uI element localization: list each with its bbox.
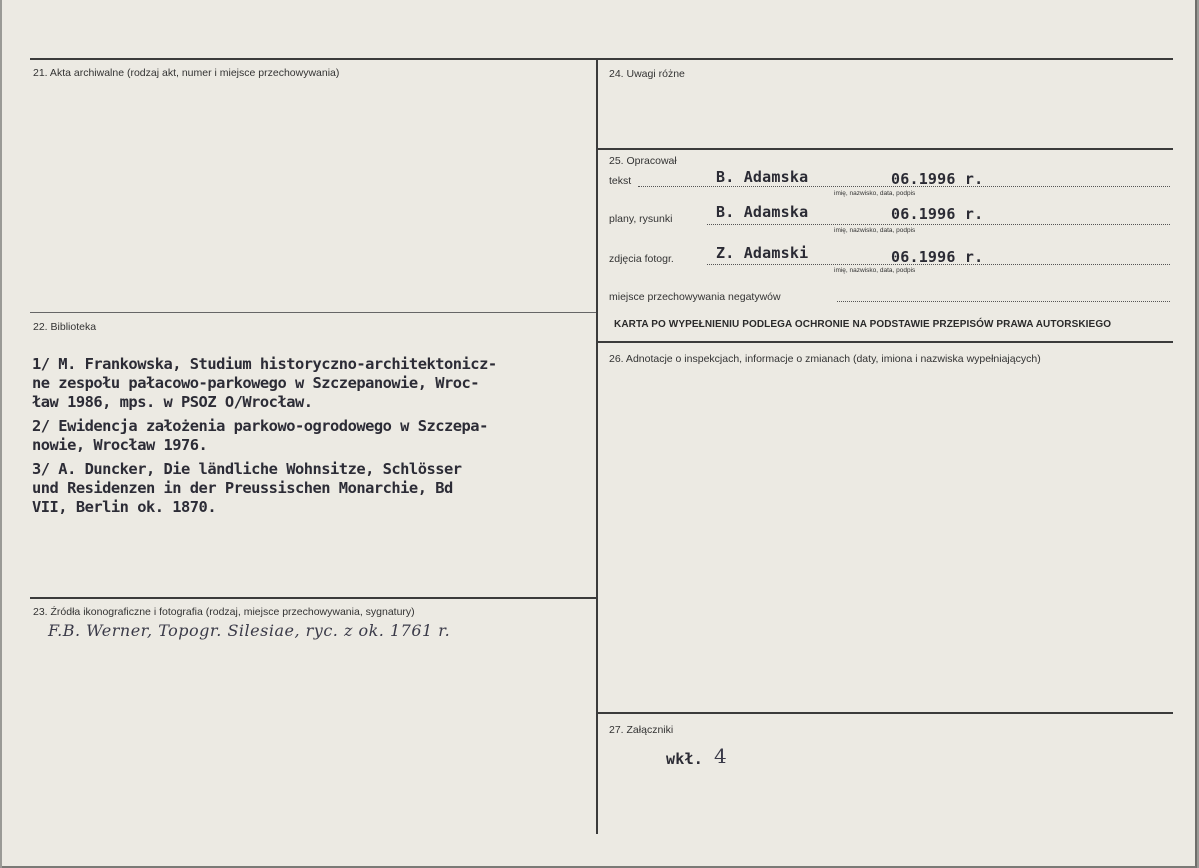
bibliography-line: ne zespołu pałacowo-parkowego w Szczepanowie, Wroc- [32,374,480,392]
author-name: Z. Adamski [716,244,809,262]
rule-25 [598,148,1173,150]
bibliography-line: ław 1986, mps. w PSOZ O/Wrocław. [32,393,313,411]
attachments-typed: wkł. [666,750,703,768]
negatives-label: miejsce przechowywania negatywów [609,291,781,303]
field-label-drawings: plany, rysunki [609,213,673,225]
signature-caption: imię, nazwisko, data, podpis [834,267,916,274]
attachments-handwritten: 4 [714,744,728,768]
top-rule [30,58,1173,60]
signature-caption: imię, nazwisko, data, podpis [834,227,916,234]
rule-23 [30,597,596,599]
author-date: 06.1996 r. [891,205,984,223]
record-card [2,0,1197,868]
center-divider [596,58,598,834]
negatives-line [837,301,1170,302]
copyright-notice: KARTA PO WYPEŁNIENIU PODLEGA OCHRONIE NA PODSTAWIE PRZEPISÓW PRAWA AUTORSKIEGO [614,319,1112,330]
bibliography-line: und Residenzen in der Preussischen Monarchie, Bd [32,479,453,497]
section-26-label: 26. Adnotacje o inspekcjach, informacje o zmianach (daty, imiona i nazwiska wypełniających) [609,353,1041,365]
bibliography-line: 3/ A. Duncker, Die ländliche Wohnsitze, Schlösser [32,460,462,478]
rule-22 [30,312,596,313]
author-name: B. Adamska [716,168,809,186]
handwritten-source-note: F.B. Werner, Topogr. Silesiae, ryc. z ok. 1761 r. [48,621,451,640]
bibliography-line: VII, Berlin ok. 1870. [32,498,217,516]
bibliography-line: 2/ Ewidencja założenia parkowo-ogrodowego w Szczepa- [32,417,488,435]
author-name: B. Adamska [716,203,809,221]
field-label-text: tekst [609,175,632,187]
field-label-photos: zdjęcia fotogr. [609,253,674,265]
section-27-label: 27. Załączniki [609,724,674,736]
section-25-label: 25. Opracował [609,155,677,167]
signature-caption: imię, nazwisko, data, podpis [834,190,916,197]
section-23-label: 23. Źródła ikonograficzne i fotografia (rodzaj, miejsce przechowywania, sygnatury) [33,606,415,618]
rule-27 [598,712,1173,714]
section-24-label: 24. Uwagi różne [609,68,685,80]
author-date: 06.1996 r. [891,170,984,188]
rule-26 [598,341,1173,343]
author-date: 06.1996 r. [891,248,984,266]
signature-line [707,224,1170,225]
section-21-label: 21. Akta archiwalne (rodzaj akt, numer i miejsce przechowywania) [33,67,340,79]
bibliography-line: nowie, Wrocław 1976. [32,436,208,454]
bibliography-line: 1/ M. Frankowska, Studium historyczno-architektonicz- [32,355,497,373]
section-22-label: 22. Biblioteka [33,321,97,333]
